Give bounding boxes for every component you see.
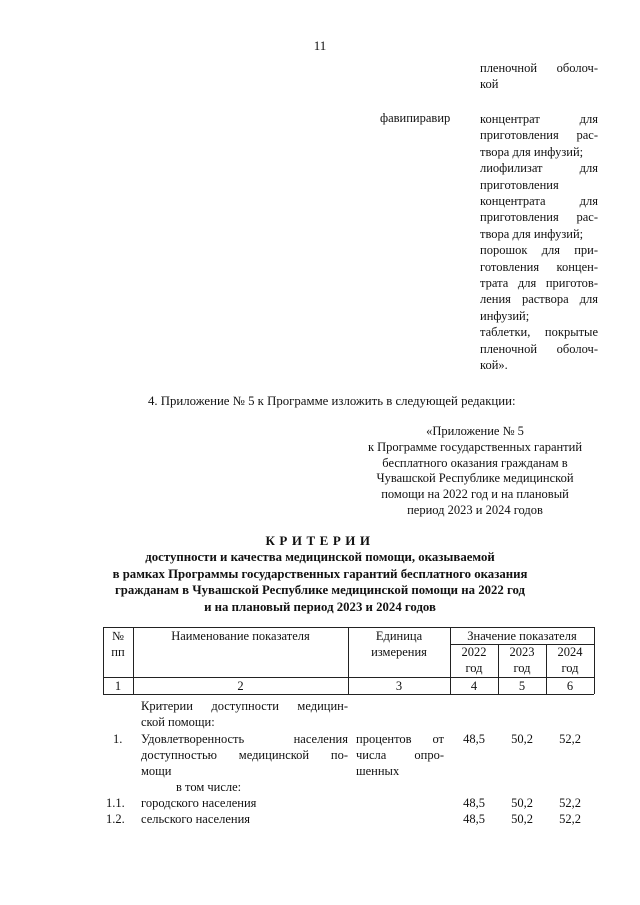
drug-form-line: концентрат для <box>480 112 598 126</box>
appendix-line: Чувашской Республике медицинской <box>376 471 574 486</box>
drug-form-line: инфузий; <box>480 308 530 323</box>
drug-form-line: кой». <box>480 358 508 373</box>
header-year-word: год <box>561 661 579 675</box>
header-year-word: год <box>513 661 531 675</box>
col-number: 4 <box>470 679 478 693</box>
including-label: в том числе: <box>176 780 242 794</box>
header-name: Наименование показателя <box>171 629 310 643</box>
page-number: 11 <box>313 38 327 53</box>
col-number: 3 <box>395 679 403 693</box>
appendix-line: помощи на 2022 год и на плановый <box>381 487 569 502</box>
drug-form-line: порошок для при- <box>480 243 598 258</box>
value-2023: 50,2 <box>511 732 533 746</box>
drug-form-continuation <box>480 60 598 93</box>
section-header-line: Критерии доступности медицин- <box>141 699 348 713</box>
appendix-line: период 2023 и 2024 годов <box>407 502 543 517</box>
header-year-2024: 2024 <box>557 645 583 659</box>
row-number: 1.1. <box>106 796 125 810</box>
row-number: 1. <box>113 732 123 746</box>
appendix-line: бесплатного оказания гражданам в <box>382 455 568 470</box>
drug-form-line: ления раствора для <box>480 292 598 307</box>
appendix-header <box>340 424 610 519</box>
criteria-subtitle-line: и на плановый период 2023 и 2024 годов <box>204 599 436 614</box>
row-name-line: доступностью медицинской по- <box>141 748 348 762</box>
header-year-word: год <box>465 661 483 675</box>
appendix-line: «Приложение № 5 <box>426 424 524 438</box>
drug-form-line: лиофилизат для <box>480 161 598 176</box>
criteria-subtitle-line: в рамках Программы государственных гарантий бесплатного оказания <box>112 566 528 581</box>
drug-name: фавипиравир <box>380 111 451 125</box>
drug-form-line: трата для приготов- <box>480 276 598 291</box>
row-unit-line: шенных <box>356 764 400 778</box>
section-header-line: ской помощи: <box>141 715 215 729</box>
row-name-line: мощи <box>141 764 172 778</box>
drug-form-line: концентрата для <box>480 194 598 209</box>
table-border-right <box>594 627 595 694</box>
header-year-2022: 2022 <box>461 645 487 659</box>
drug-form-line: твора для инфузий; <box>480 226 584 241</box>
drug-form-line: приготовления рас- <box>480 210 598 225</box>
amendment-paragraph: 4. Приложение № 5 к Программе изложить в следующей редакции: <box>148 394 516 408</box>
drug-form-line: кой <box>480 77 499 92</box>
value-2022: 48,5 <box>463 796 485 810</box>
value-2024: 52,2 <box>559 812 581 826</box>
col-number: 6 <box>566 679 574 693</box>
header-unit-2: измерения <box>371 645 427 659</box>
header-num-2: пп <box>111 645 125 659</box>
drug-form-line: твора для инфузий; <box>480 144 584 159</box>
drug-form-line: приготовления рас- <box>480 128 598 143</box>
col-number: 1 <box>114 679 122 693</box>
criteria-subtitle-line: доступности и качества медицинской помощи, оказываемой <box>145 550 495 564</box>
row-unit-line: процентов от <box>356 732 444 746</box>
row-number: 1.2. <box>106 812 125 826</box>
criteria-title: КРИТЕРИИ <box>265 533 375 548</box>
criteria-subtitle <box>0 549 640 615</box>
header-value: Значение показателя <box>467 629 577 643</box>
value-2023: 50,2 <box>511 796 533 810</box>
header-num: № <box>112 629 124 643</box>
drug-form-line: приготовления <box>480 177 559 192</box>
drug-form-line: пленочной оболоч- <box>480 341 598 356</box>
header-unit: Единица <box>375 629 423 643</box>
row-name-line: сельского населения <box>141 812 251 826</box>
row-name-line: Удовлетворенность населения <box>141 732 348 746</box>
value-2022: 48,5 <box>463 812 485 826</box>
value-2024: 52,2 <box>559 796 581 810</box>
criteria-subtitle-line: гражданам в Чувашской Республике медицинской помощи на 2022 год <box>114 583 526 597</box>
appendix-line: к Программе государственных гарантий <box>367 439 583 454</box>
drug-form-list <box>480 111 598 374</box>
row-name-line: городского населения <box>141 796 257 810</box>
value-2024: 52,2 <box>559 732 581 746</box>
drug-form-line: готовления концен- <box>480 259 598 274</box>
col-number: 5 <box>518 679 526 693</box>
value-2022: 48,5 <box>463 732 485 746</box>
col-number: 2 <box>237 679 244 693</box>
row-unit-line: числа опро- <box>356 748 444 762</box>
value-2023: 50,2 <box>511 812 533 826</box>
drug-form-line: таблетки, покрытые <box>480 325 598 340</box>
header-year-2023: 2023 <box>509 645 535 659</box>
drug-form-line: пленочной оболоч- <box>480 61 598 75</box>
